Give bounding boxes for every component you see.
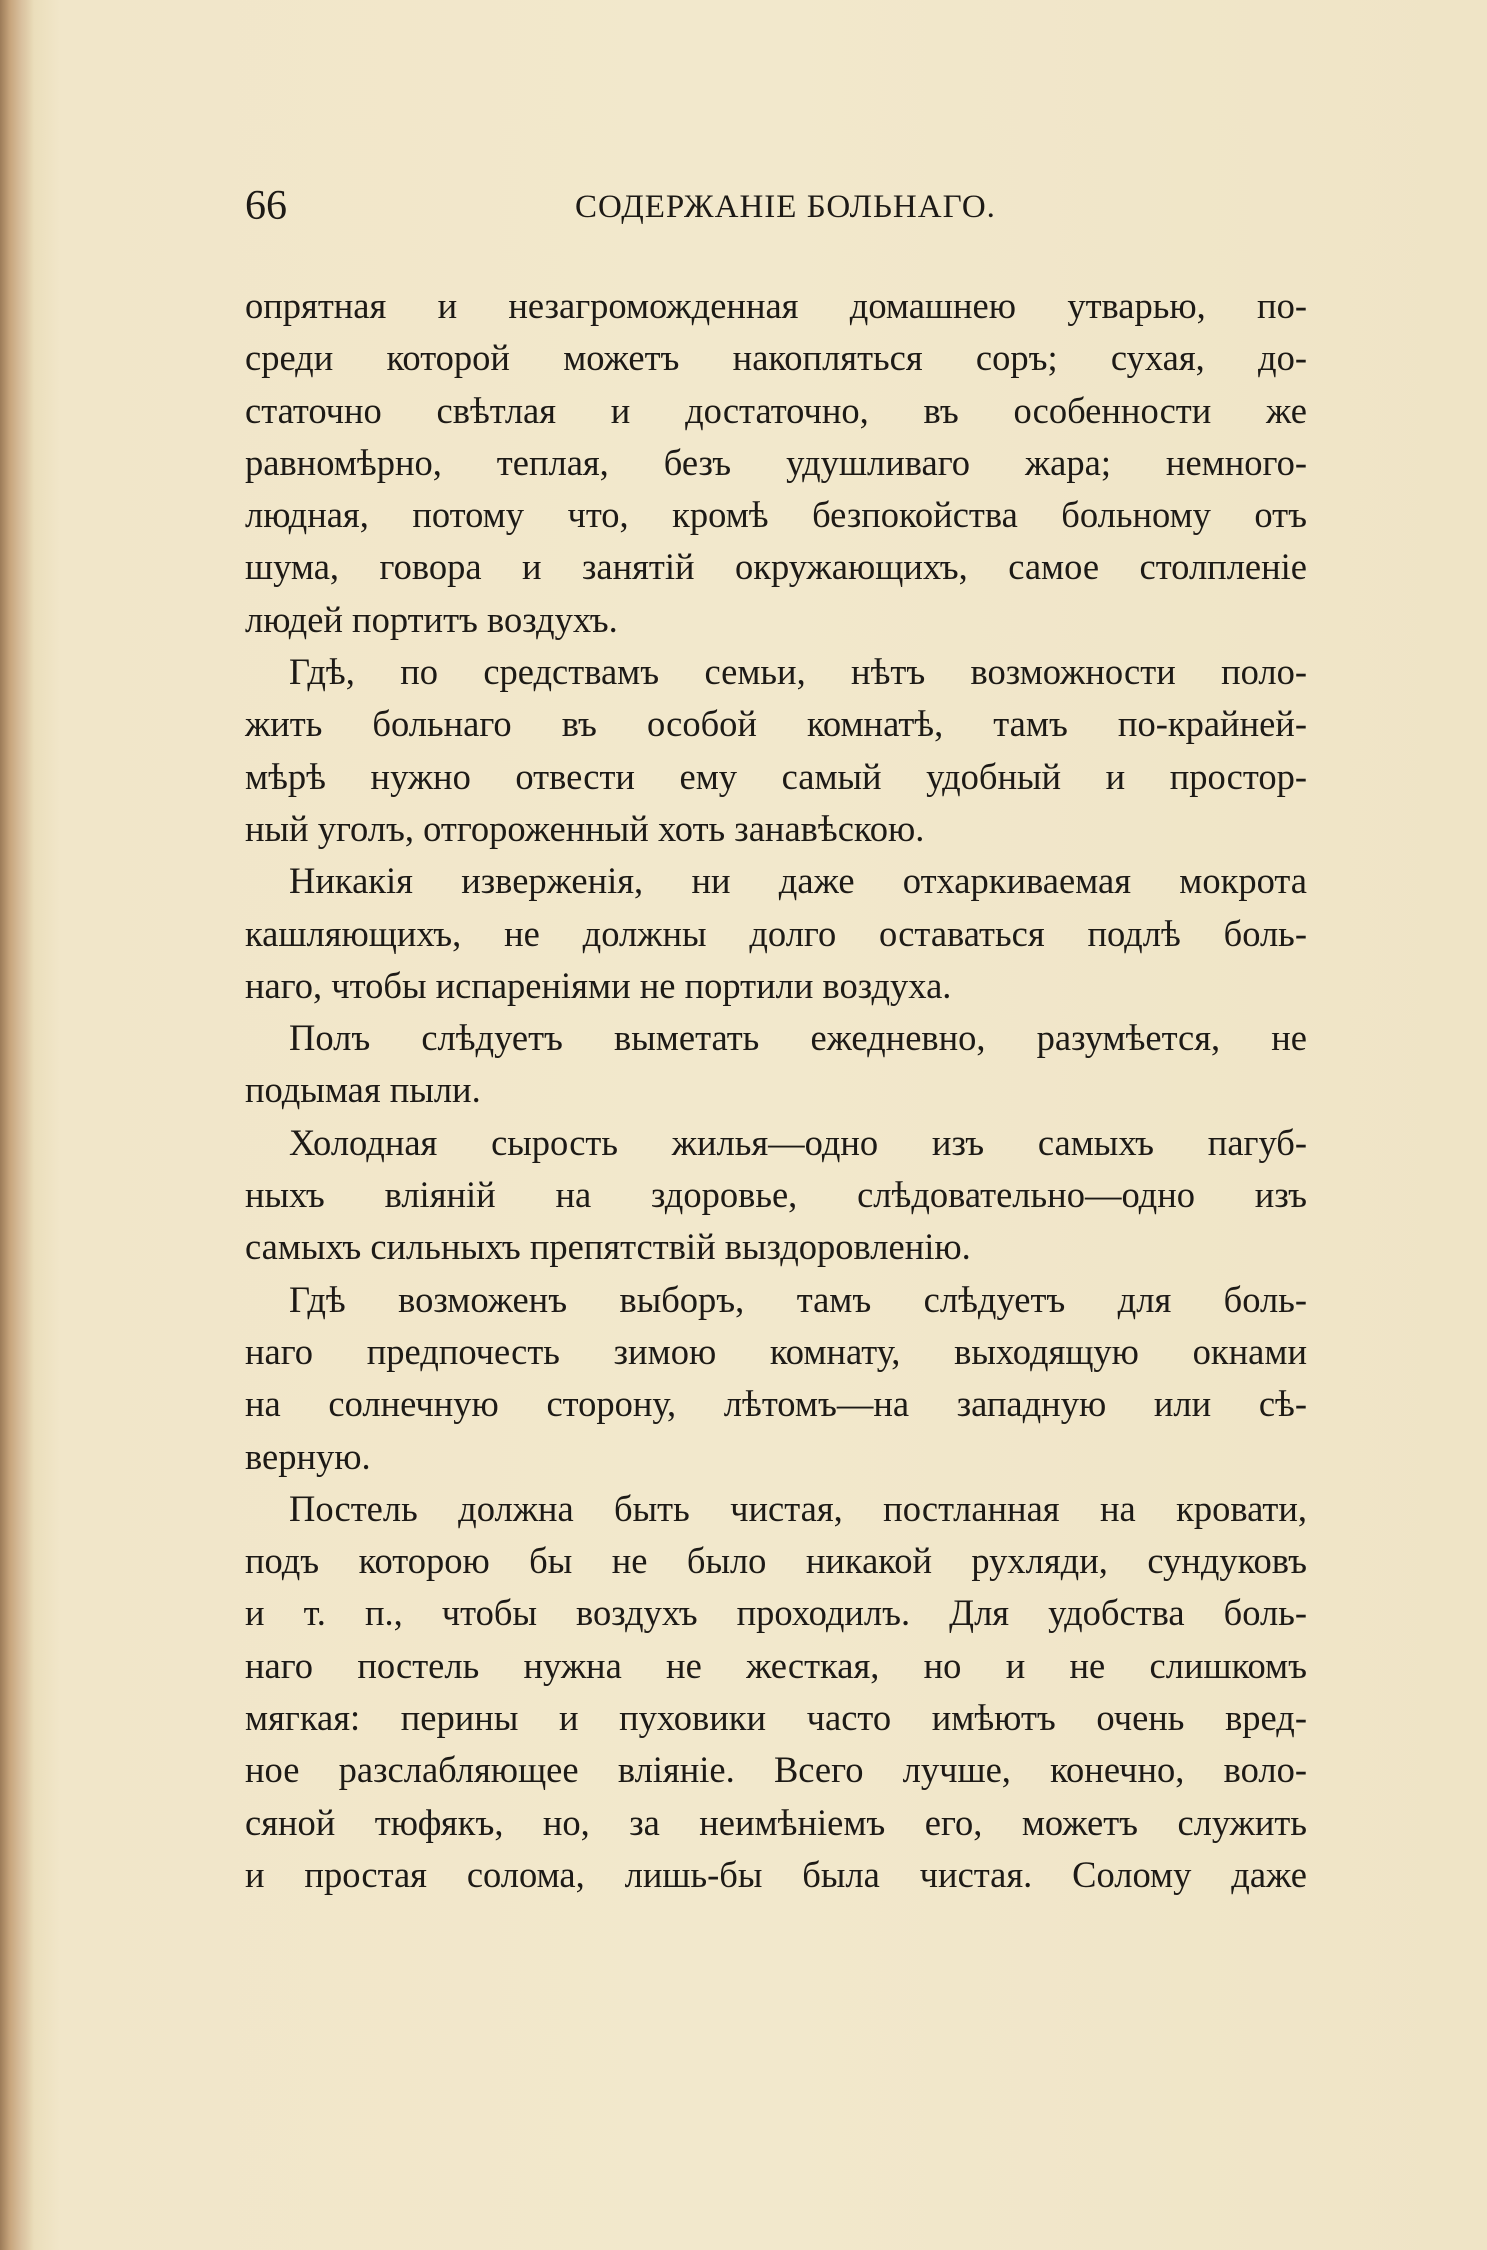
text-line: ныхъ вліяній на здоровье, слѣдовательно—одно изъ bbox=[245, 1174, 1307, 1216]
text-line: подъ которою бы не было никакой рухляди, сундуковъ bbox=[245, 1540, 1307, 1582]
paragraph bbox=[245, 855, 1307, 1012]
text-line: ное разслабляющее вліяніе. Всего лучше, конечно, воло- bbox=[245, 1749, 1307, 1791]
paragraph bbox=[245, 280, 1307, 646]
text-line: равномѣрно, теплая, безъ удушливаго жара; немного- bbox=[245, 441, 1307, 483]
text-line: опрятная и незагроможденная домашнею утварью, по- bbox=[245, 285, 1307, 326]
text-line: ный уголъ, отгороженный хоть занавѣскою. bbox=[245, 807, 925, 849]
text-line: мягкая: перины и пуховики часто имѣютъ очень вред- bbox=[245, 1697, 1307, 1739]
text-line: жить больнаго въ особой комнатѣ, тамъ по-крайней- bbox=[245, 703, 1307, 745]
text-line: Никакія изверженія, ни даже отхаркиваемая мокрота bbox=[289, 860, 1307, 902]
text-line: людная, потому что, кромѣ безпокойства больному отъ bbox=[245, 494, 1307, 536]
text-line: Гдѣ возможенъ выборъ, тамъ слѣдуетъ для боль- bbox=[289, 1278, 1307, 1320]
paragraph bbox=[245, 646, 1307, 855]
text-line: Полъ слѣдуетъ выметать ежедневно, разумѣется, не bbox=[289, 1017, 1307, 1059]
body-text bbox=[245, 280, 1307, 1901]
text-line: наго постель нужна не жесткая, но и не слишкомъ bbox=[245, 1644, 1307, 1686]
paragraph bbox=[245, 1012, 1307, 1117]
text-line: мѣрѣ нужно отвести ему самый удобный и простор- bbox=[245, 755, 1307, 797]
text-line: кашляющихъ, не должны долго оставаться подлѣ боль- bbox=[245, 912, 1307, 954]
text-line: шума, говора и занятій окружающихъ, самое столпленіе bbox=[245, 546, 1307, 588]
book-spine-edge bbox=[0, 0, 34, 2250]
paragraph bbox=[245, 1274, 1307, 1483]
running-title: СОДЕРЖАНІЕ БОЛЬНАГО. bbox=[575, 189, 996, 225]
text-line: статочно свѣтлая и достаточно, въ особенности же bbox=[245, 389, 1307, 431]
text-line: среди которой можетъ накопляться соръ; сухая, до- bbox=[245, 337, 1307, 379]
text-line: подымая пыли. bbox=[245, 1069, 481, 1111]
text-line: наго предпочесть зимою комнату, выходящую окнами bbox=[245, 1330, 1307, 1372]
page-header bbox=[245, 178, 1307, 234]
text-line: верную. bbox=[245, 1435, 371, 1477]
text-line: Постель должна быть чистая, постланная на кровати, bbox=[289, 1487, 1307, 1529]
text-line: Холодная сырость жилья—одно изъ самыхъ пагуб- bbox=[289, 1121, 1307, 1163]
text-line: наго, чтобы испареніями не портили воздуха. bbox=[245, 964, 952, 1006]
text-line: сяной тюфякъ, но, за неимѣніемъ его, можетъ служить bbox=[245, 1801, 1307, 1843]
text-line: самыхъ сильныхъ препятствій выздоровленію. bbox=[245, 1226, 971, 1268]
text-line: и т. п., чтобы воздухъ проходилъ. Для удобства боль- bbox=[245, 1592, 1307, 1634]
text-line: на солнечную сторону, лѣтомъ—на западную или сѣ- bbox=[245, 1383, 1307, 1425]
page-number: 66 bbox=[245, 183, 287, 229]
text-line: и простая солома, лишь-бы была чистая. Солому даже bbox=[245, 1853, 1307, 1895]
paragraph bbox=[245, 1483, 1307, 1901]
paragraph bbox=[245, 1117, 1307, 1274]
text-line: людей портитъ воздухъ. bbox=[245, 598, 618, 640]
text-line: Гдѣ, по средствамъ семьи, нѣтъ возможности поло- bbox=[289, 651, 1307, 693]
